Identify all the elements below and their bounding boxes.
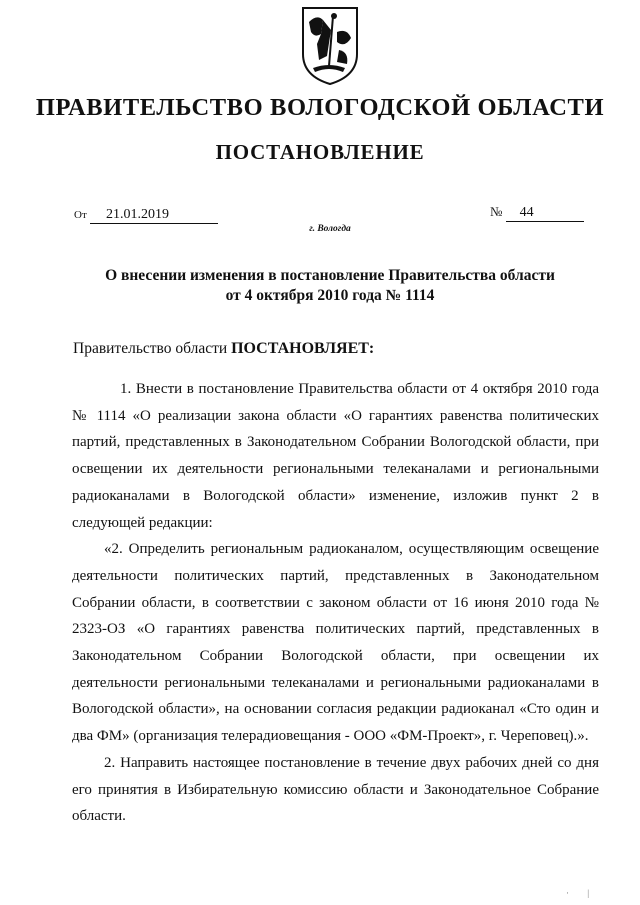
coat-of-arms-icon [299, 4, 361, 88]
number-field [490, 204, 584, 222]
date-value: 21.01.2019 [90, 207, 218, 224]
decrees-prefix: Правительство области [73, 340, 228, 357]
subject-line-1: О внесении изменения в постановление Правительства области [105, 267, 555, 284]
decrees-keyword: ПОСТАНОВЛЯЕТ: [231, 340, 375, 357]
page-mark: · | [566, 888, 598, 898]
document-body [72, 376, 599, 830]
document-subject [60, 266, 600, 306]
number-value: 44 [506, 205, 584, 222]
city: г. Вологда [309, 224, 351, 234]
paragraph-item-1-quote: «2. Определить региональным радиоканалом, осуществляющим освещение деятельности политических партий, представленных в Законодательном Собрании области, в соответствии с законом области от 16 июня 2010 года № 2323-ОЗ «О гарантиях равенства политических партий, представленных в Законодательном Собрании Вологодской области, при освещении их деятельности региональными телеканалами и региональными радиоканалами в Вологодской области», на основании согласия редакции радиоканал «Сто один и два ФМ» (организация телерадиовещания - ООО «ФМ-Проект», г. Череповец).». [72, 541, 599, 745]
document-type: ПОСТАНОВЛЕНИЕ [215, 140, 425, 164]
government-title: ПРАВИТЕЛЬСТВО ВОЛОГОДСКОЙ ОБЛАСТИ [35, 94, 605, 121]
subject-line-2: от 4 октября 2010 года № 1114 [225, 287, 435, 304]
number-label: № [490, 204, 503, 219]
paragraph-item-2: 2. Направить настоящее постановление в течение двух рабочих дней со дня его принятия в Избирательную комиссию области и Законодательное Собрание области. [72, 754, 599, 825]
date-label: От [74, 209, 87, 221]
decrees-line [73, 340, 374, 358]
date-field [74, 206, 218, 224]
paragraph-item-1: 1. Внести в постановление Правительства области от 4 октября 2010 года № 1114 «О реализации закона области «О гарантиях равенства политических партий, представленных в Законодательном Собрании Вологодской области, при освещении их деятельности региональными телеканалами и региональными радиоканалами в Вологодской области» изменение, изложив пункт 2 в следующей редакции: [72, 381, 599, 531]
